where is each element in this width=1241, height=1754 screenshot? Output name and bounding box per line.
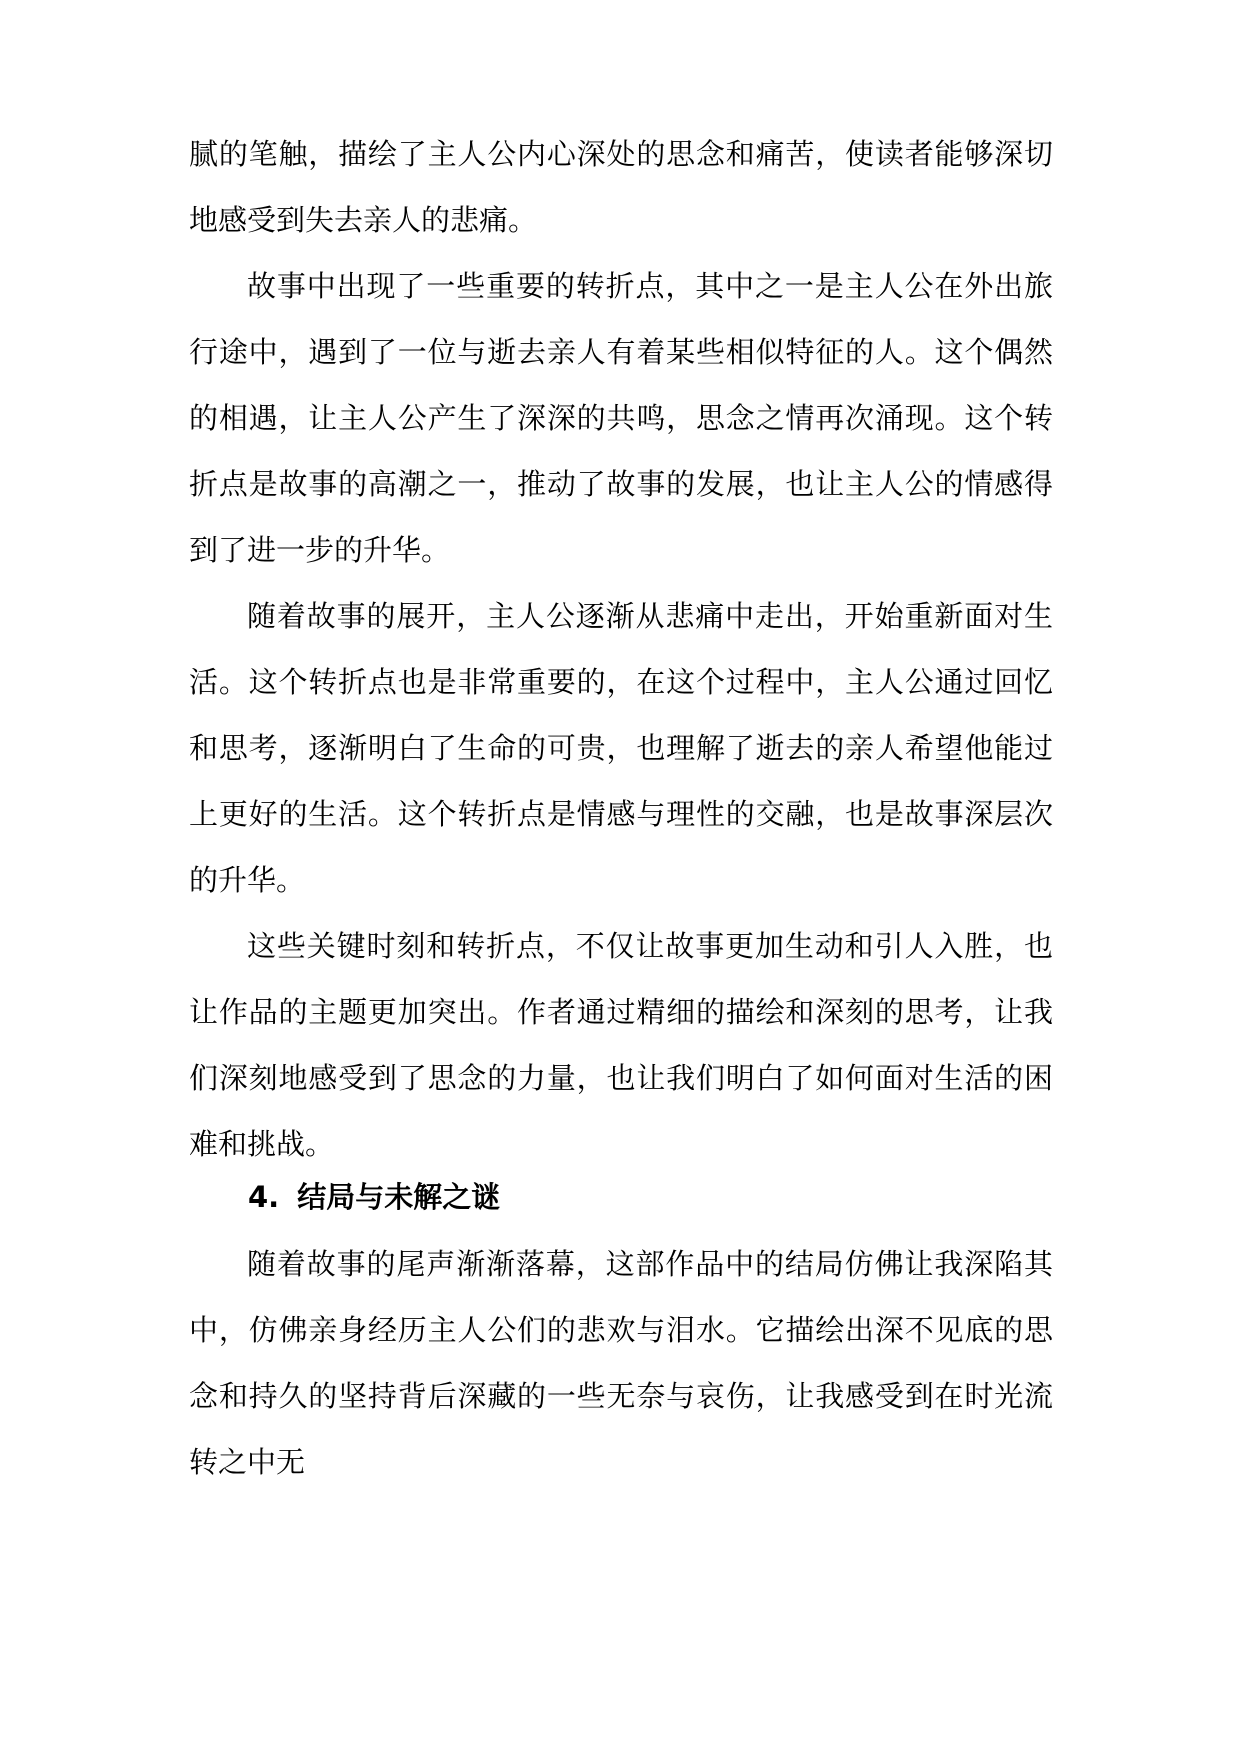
paragraph-turning-point-travel: 故事中出现了一些重要的转折点，其中之一是主人公在外出旅行途中，遇到了一位与逝去亲人有着某些相似特征的人。这个偶然的相遇，让主人公产生了深深的共鸣，思念之情再次涌现。这个转折点是故事的高潮之一，推动了故事的发展，也让主人公的情感得到了进一步的升华。 xyxy=(189,269,1053,567)
body-text-lower xyxy=(189,1231,1053,1495)
section-heading xyxy=(248,1177,500,1217)
section-title: 结局与未解之谜 xyxy=(297,1180,501,1214)
paragraph-key-moments: 这些关键时刻和转折点，不仅让故事更加生动和引人入胜，也让作品的主题更加突出。作者通过精细的描绘和深刻的思考，让我们深刻地感受到了思念的力量，也让我们明白了如何面对生活的困难和挑战。 xyxy=(189,929,1053,1161)
paragraph-continuation: 腻的笔触，描绘了主人公内心深处的思念和痛苦，使读者能够深切地感受到失去亲人的悲痛。 xyxy=(189,137,1053,237)
body-text-upper xyxy=(189,121,1053,1177)
paragraph-turning-point-recovery: 随着故事的展开，主人公逐渐从悲痛中走出，开始重新面对生活。这个转折点也是非常重要的，在这个过程中，主人公通过回忆和思考，逐渐明白了生命的可贵，也理解了逝去的亲人希望他能过上更好的生活。这个转折点是情感与理性的交融，也是故事深层次的升华。 xyxy=(189,599,1053,897)
paragraph-ending: 随着故事的尾声渐渐落幕，这部作品中的结局仿佛让我深陷其中，仿佛亲身经历主人公们的悲欢与泪水。它描绘出深不见底的思念和持久的坚持背后深藏的一些无奈与哀伤，让我感受到在时光流转之中无 xyxy=(189,1247,1053,1479)
section-number: 4. xyxy=(248,1180,280,1214)
